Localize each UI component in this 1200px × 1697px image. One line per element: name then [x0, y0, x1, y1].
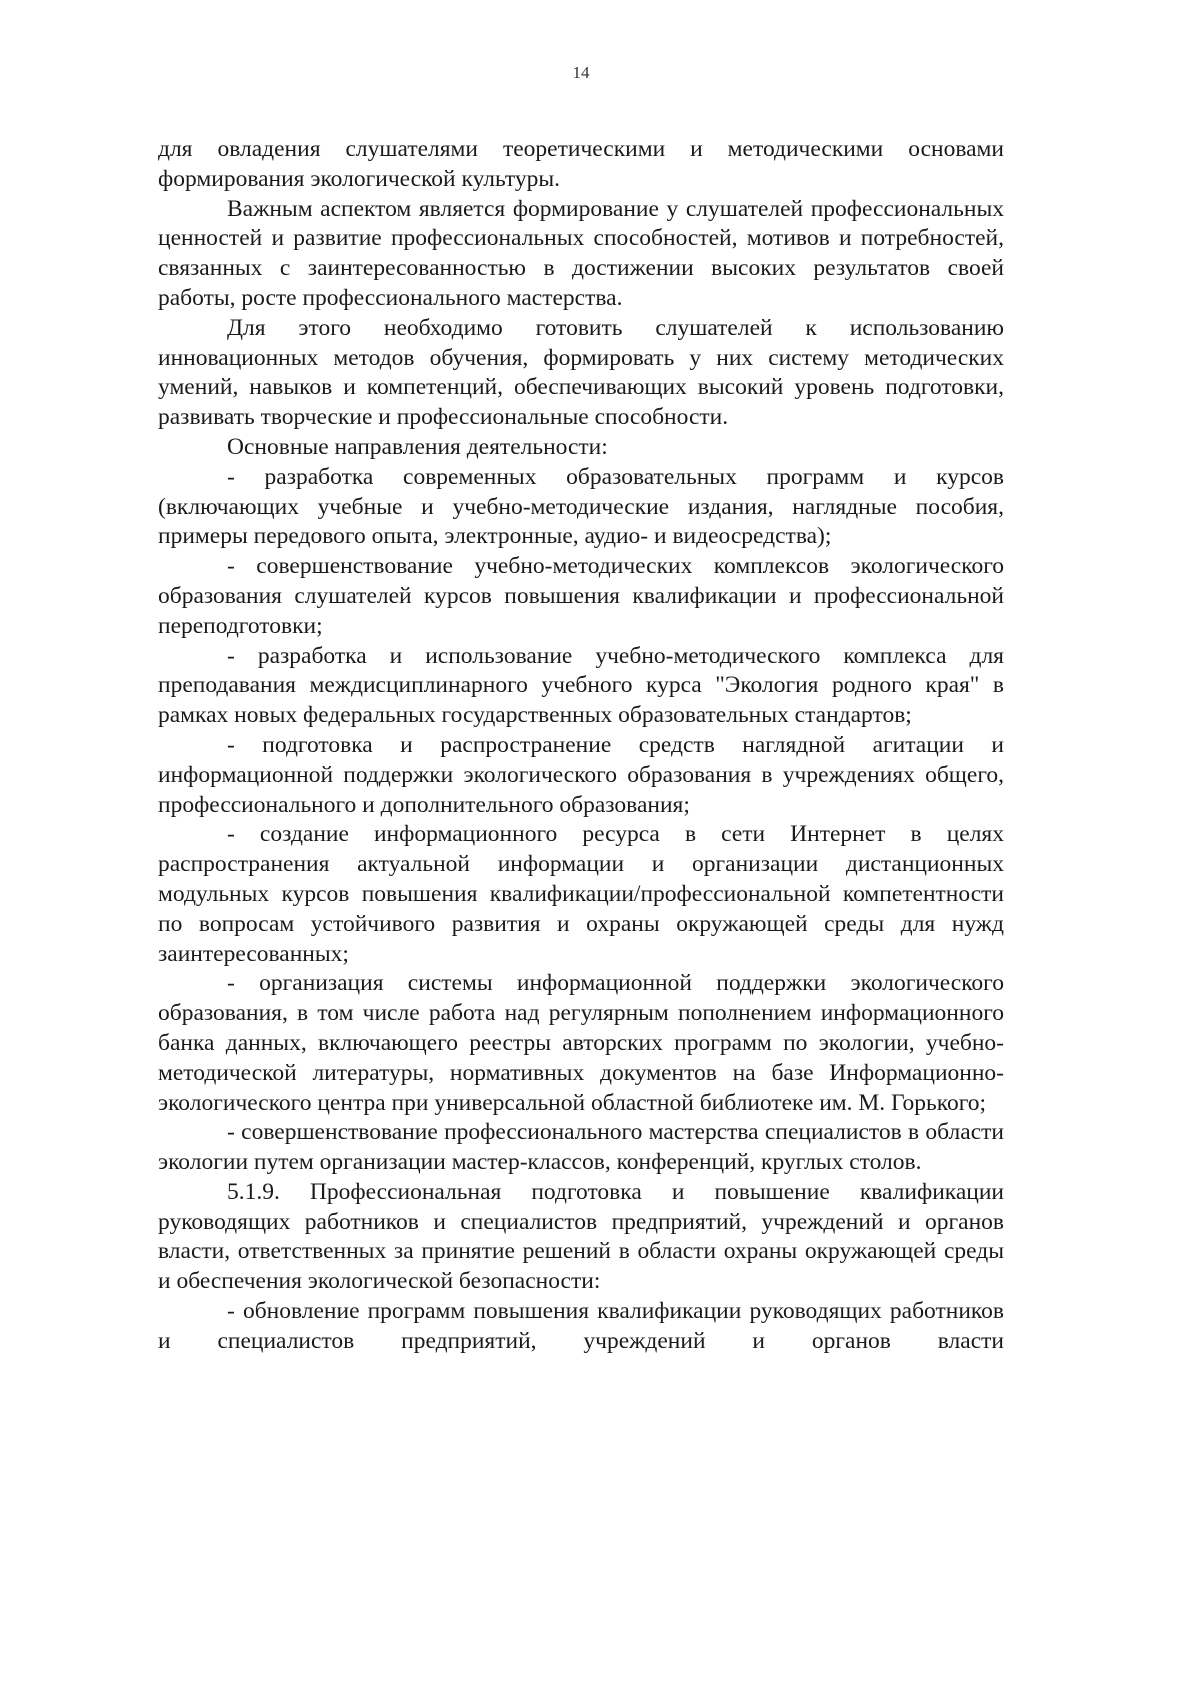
- document-body: [158, 135, 1004, 1357]
- page-number: 14: [572, 63, 590, 82]
- paragraph: - совершенствование профессионального мастерства специалистов в области экологии путем организации мастер-классов, конференций, круглых столов.: [158, 1119, 1004, 1176]
- paragraph: - создание информационного ресурса в сети Интернет в целях распространения актуальной информации и организации дистанционных модульных курсов повышения квалификации/профессиональной компетентности по вопросам устойчивого развития и охраны окружающей среды для нужд заинтересованных;: [158, 821, 1004, 967]
- paragraph: - разработка современных образовательных программ и курсов (включающих учебные и учебно-методические издания, наглядные пособия, примеры передового опыта, электронные, аудио- и видеосредства);: [158, 463, 1004, 550]
- paragraph: Для этого необходимо готовить слушателей к использованию инновационных методов обучения, формировать у них систему методических умений, навыков и компетенций, обеспечивающих высокий уровень подготовки, развивать творческие и профессиональные способности.: [158, 314, 1004, 431]
- paragraph: Важным аспектом является формирование у слушателей профессиональных ценностей и развитие профессиональных способностей, мотивов и потребностей, связанных с заинтересованностью в достижении высоких результатов своей работы, росте профессионального мастерства.: [158, 195, 1004, 311]
- paragraph: Основные направления деятельности:: [227, 433, 608, 460]
- paragraph: для овладения слушателями теоретическими и методическими основами формирования экологической культуры.: [158, 136, 1004, 192]
- paragraph: - обновление программ повышения квалификации руководящих работников и специалистов предприятий, учреждений и органов власти: [158, 1298, 1004, 1354]
- paragraph: - подготовка и распространение средств наглядной агитации и информационной поддержки экологического образования в учреждениях общего, профессионального и дополнительного образования;: [158, 731, 1004, 818]
- paragraph: - совершенствование учебно-методических комплексов экологического образования слушателей курсов повышения квалификации и профессиональной переподготовки;: [158, 553, 1004, 639]
- paragraph: - организация системы информационной поддержки экологического образования, в том числе работа над регулярным пополнением информационного банка данных, включающего реестры авторских программ по экологии, учебно-методической литературы, нормативных документов на базе Информационно-экологического центра при универсальной областной библиотеке им. М. Горького;: [158, 970, 1004, 1116]
- paragraph: 5.1.9. Профессиональная подготовка и повышение квалификации руководящих работников и специалистов предприятий, учреждений и органов власти, ответственных за принятие решений в области охраны окружающей среды и обеспечения экологической безопасности:: [158, 1178, 1004, 1295]
- paragraph: - разработка и использование учебно-методического комплекса для преподавания междисциплинарного учебного курса "Экология родного края" в рамках новых федеральных государственных образовательных стандартов;: [158, 642, 1004, 729]
